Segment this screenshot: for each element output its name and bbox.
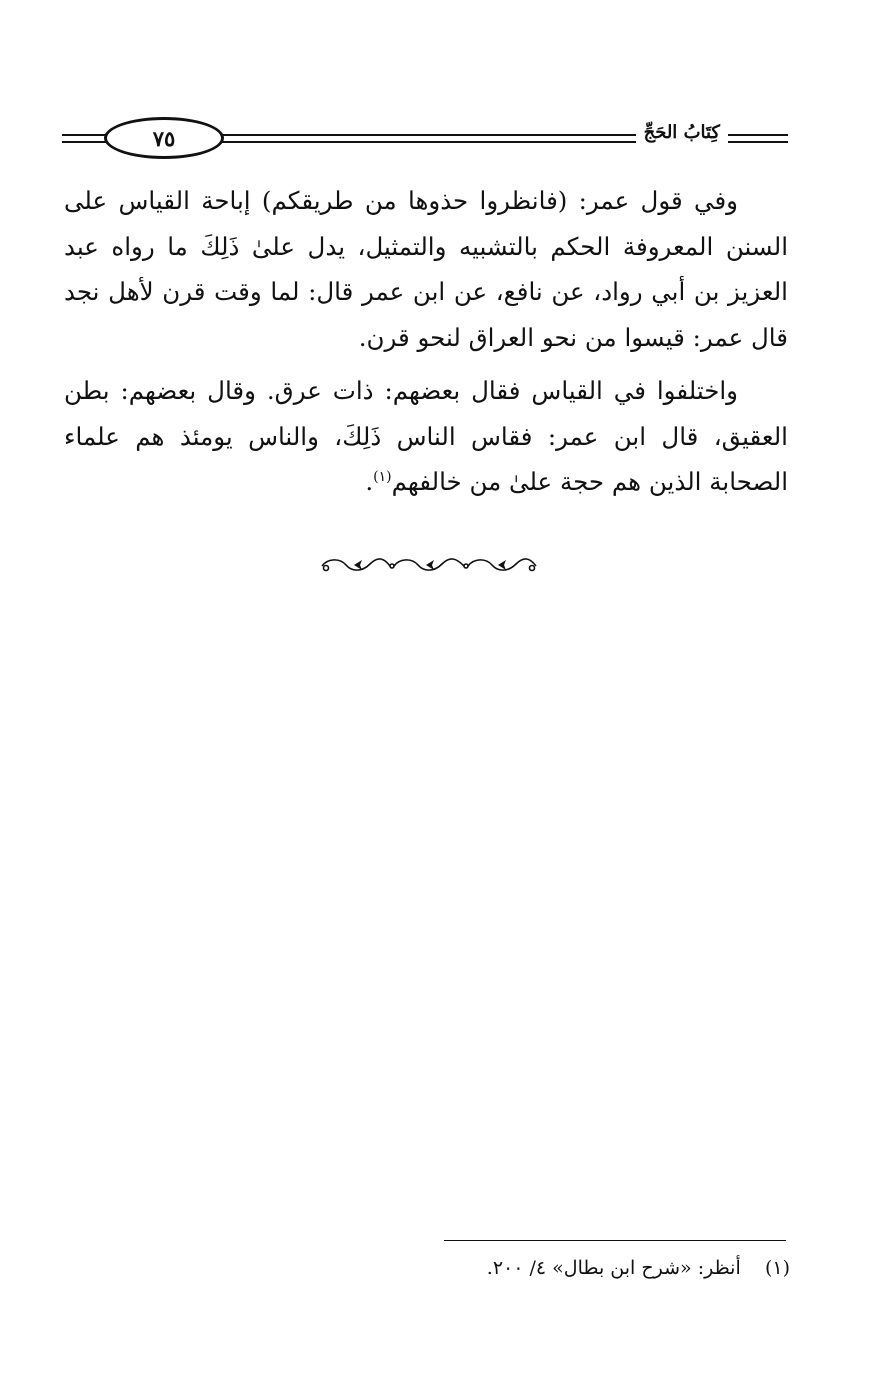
- footnote-reference: (١): [373, 468, 392, 485]
- page-header: [62, 112, 788, 166]
- paragraph-2: [64, 368, 788, 505]
- ornament-divider-icon: [318, 554, 540, 576]
- book-title: كِتَابُ الحَجِّ: [636, 122, 728, 143]
- footnote-text: أنظر: «شرح ابن بطال» ٤/ ٢٠٠.: [486, 1257, 741, 1279]
- page-number: ٧٥: [104, 117, 224, 159]
- footnote-separator: [444, 1240, 786, 1241]
- paragraph-2-end: .: [365, 467, 374, 496]
- paragraph-1: وفي قول عمر: (فانظروا حذوها من طريقكم) إباحة القياس على السنن المعروفة الحكم بالتشبيه والتمثيل، يدل علىٰ ذَلِكَ ما رواه عبد العزيز بن أبي رواد، عن نافع، عن ابن عمر قال: لما وقت قرن لأهل نجد قال عمر: قيسوا من نحو العراق لنحو قرن.: [64, 186, 788, 352]
- paragraph-2-text: واختلفوا في القياس فقال بعضهم: ذات عرق. وقال بعضهم: بطن العقيق، قال ابن عمر: فقاس الناس ذَلِكَ، والناس يومئذ هم علماء الصحابة الذين هم حجة علىٰ من خالفهم: [64, 376, 788, 496]
- header-rule-left-2: [62, 141, 106, 143]
- main-text: [64, 178, 788, 513]
- header-rule-left: [62, 134, 106, 136]
- footnote: [440, 1252, 790, 1284]
- footnote-number: (١): [764, 1257, 790, 1279]
